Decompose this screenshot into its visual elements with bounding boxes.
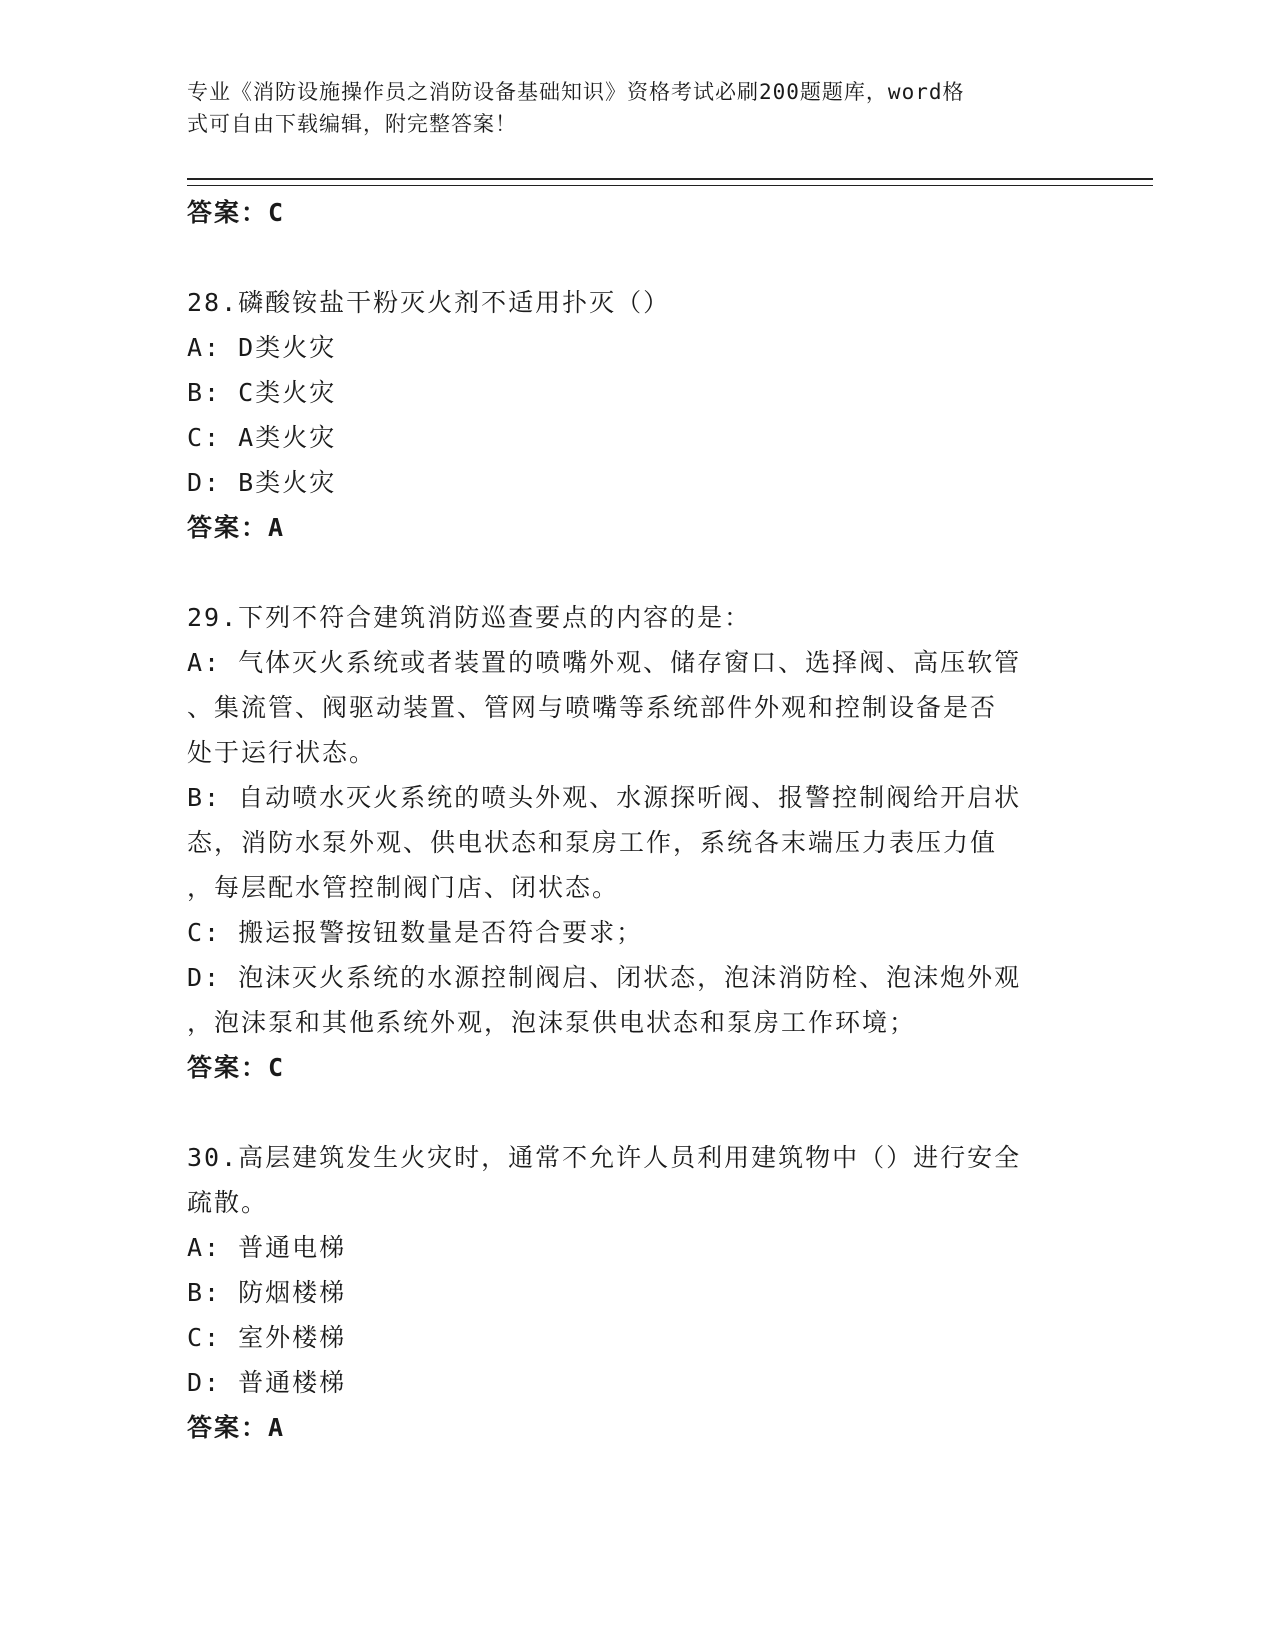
option-a-line-2: 、集流管、阀驱动装置、管网与喷嘴等系统部件外观和控制设备是否 <box>187 693 998 722</box>
option-d <box>187 955 1077 1045</box>
question-stem-line-1: 30.高层建筑发生火灾时，通常不允许人员利用建筑物中（）进行安全 <box>187 1143 1022 1172</box>
previous-answer: 答案：C <box>187 198 286 227</box>
option-a-line-3: 处于运行状态。 <box>187 738 377 767</box>
option-b <box>187 775 1077 910</box>
option-b: B: C类火灾 <box>187 378 337 407</box>
option-b-line-3: ，每层配水管控制阀门店、闭状态。 <box>187 873 620 902</box>
answer: 答案：A <box>187 513 286 542</box>
option-d: D: 普通楼梯 <box>187 1368 347 1397</box>
option-a: A: 普通电梯 <box>187 1233 347 1262</box>
option-d-line-1: D: 泡沫灭火系统的水源控制阀启、闭状态，泡沫消防栓、泡沫炮外观 <box>187 963 1022 992</box>
option-b-line-2: 态，消防水泵外观、供电状态和泵房工作，系统各末端压力表压力值 <box>187 828 998 857</box>
question-stem-line-2: 疏散。 <box>187 1188 269 1217</box>
question-30 <box>187 1135 1077 1450</box>
option-b: B: 防烟楼梯 <box>187 1278 347 1307</box>
option-c: C: 搬运报警按钮数量是否符合要求； <box>187 918 644 947</box>
question-stem: 28.磷酸铵盐干粉灭火剂不适用扑灭（） <box>187 288 671 317</box>
option-d: D: B类火灾 <box>187 468 337 497</box>
option-b-line-1: B: 自动喷水灭火系统的喷头外观、水源探听阀、报警控制阀给开启状 <box>187 783 1022 812</box>
option-c: C: 室外楼梯 <box>187 1323 347 1352</box>
option-a <box>187 640 1077 775</box>
answer: 答案：C <box>187 1053 286 1082</box>
question-28 <box>187 280 1077 550</box>
header-line-1: 专业《消防设施操作员之消防设备基础知识》资格考试必刷200题题库，word格 <box>187 80 965 104</box>
option-d-line-2: ，泡沫泵和其他系统外观，泡沫泵供电状态和泵房工作环境； <box>187 1008 917 1037</box>
option-a: A: D类火灾 <box>187 333 337 362</box>
answer: 答案：A <box>187 1413 286 1442</box>
header-line-2: 式可自由下载编辑，附完整答案！ <box>187 112 517 136</box>
question-stem: 29.下列不符合建筑消防巡查要点的内容的是： <box>187 603 752 632</box>
option-c: C: A类火灾 <box>187 423 337 452</box>
option-a-line-1: A: 气体灭火系统或者装置的喷嘴外观、储存窗口、选择阀、高压软管 <box>187 648 1022 677</box>
document-header <box>187 76 1067 140</box>
question-29 <box>187 595 1077 1090</box>
header-divider <box>187 178 1153 186</box>
question-list <box>187 190 1077 1450</box>
